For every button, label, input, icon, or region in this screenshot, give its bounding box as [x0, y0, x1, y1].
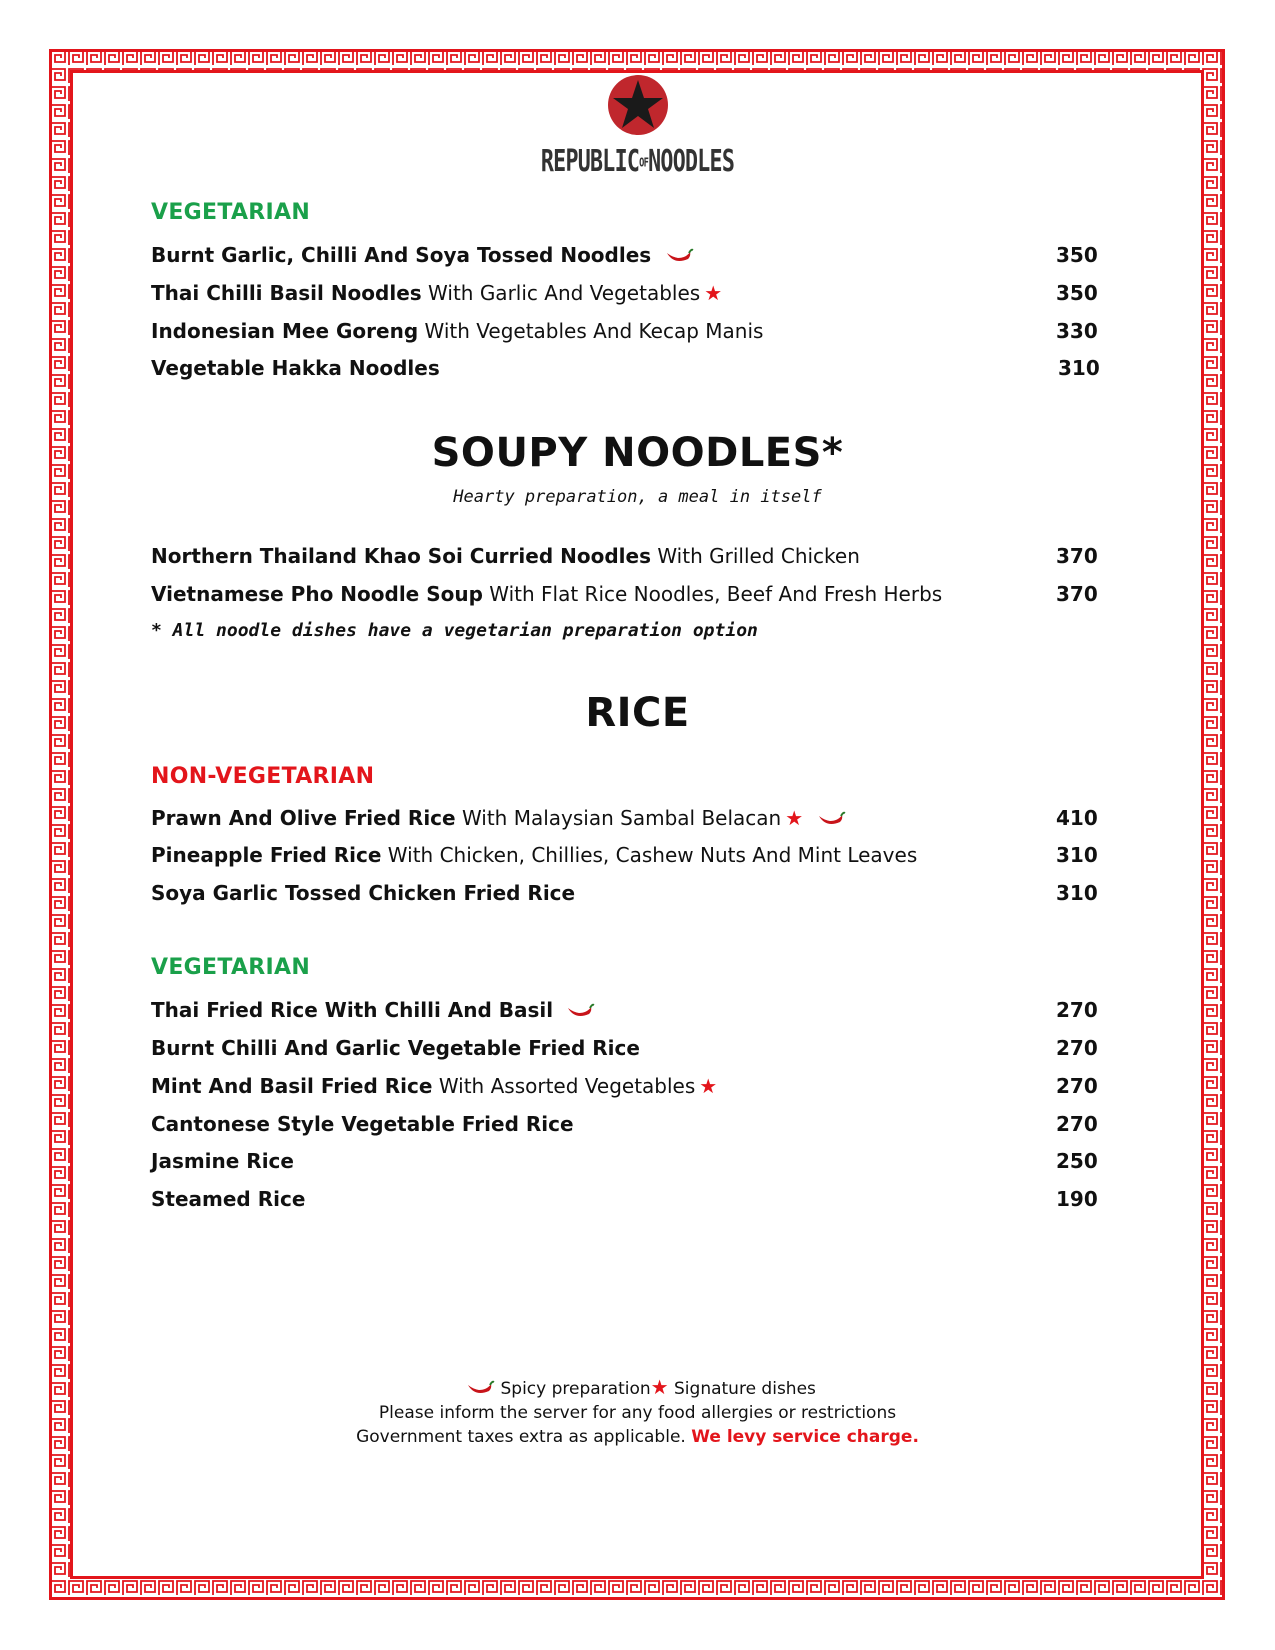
- menu-item: Northern Thailand Khao Soi Curried Noodles With Grilled Chicken 370: [151, 544, 1098, 568]
- signature-star-icon: ★: [785, 806, 804, 830]
- signature-star-icon: ★: [699, 1074, 718, 1098]
- section-heading-soupy-noodles: SOUPY NOODLES*: [431, 430, 844, 476]
- signature-star-icon: ★: [650, 1375, 669, 1399]
- brand-name: REPUBLICOFNOODLES: [540, 144, 735, 179]
- vegetarian-option-note: * All noodle dishes have a vegetarian preparation option: [151, 620, 758, 641]
- service-charge-note: We levy service charge.: [691, 1427, 919, 1447]
- menu-item: Cantonese Style Vegetable Fried Rice 270: [151, 1112, 1098, 1136]
- section-label-non-vegetarian: NON-VEGETARIAN: [151, 764, 375, 789]
- star-dragon-icon: [607, 74, 669, 136]
- menu-item: Burnt Chilli And Garlic Vegetable Fried Rice 270: [151, 1036, 1098, 1060]
- section-subtitle: Hearty preparation, a meal in itself: [453, 487, 822, 507]
- allergy-note: Please inform the server for any food allergies or restrictions: [378, 1403, 897, 1423]
- menu-item: Burnt Garlic, Chilli And Soya Tossed Noodles 350: [151, 243, 1098, 267]
- menu-item: Vietnamese Pho Noodle Soup With Flat Rice Noodles, Beef And Fresh Herbs 370: [151, 582, 1098, 606]
- menu-item: Indonesian Mee Goreng With Vegetables And Kecap Manis 330: [151, 319, 1098, 343]
- menu-item: Soya Garlic Tossed Chicken Fried Rice 310: [151, 881, 1098, 905]
- menu-item: Prawn And Olive Fried Rice With Malaysian Sambal Belacan ★ 410: [151, 806, 1098, 830]
- chilli-icon: [565, 1002, 595, 1022]
- legend-line: [50, 1375, 1225, 1401]
- menu-item: Vegetable Hakka Noodles 310: [151, 356, 1100, 380]
- section-heading-rice: RICE: [585, 690, 690, 736]
- menu-item: Thai Fried Rice With Chilli And Basil 270: [151, 998, 1098, 1022]
- section-label-vegetarian: VEGETARIAN: [151, 955, 311, 980]
- menu-legend: [50, 1375, 1225, 1449]
- section-label-vegetarian: VEGETARIAN: [151, 200, 311, 225]
- menu-item: Thai Chilli Basil Noodles With Garlic And Vegetables ★ 350: [151, 281, 1098, 305]
- menu-item: Jasmine Rice 250: [151, 1149, 1098, 1173]
- menu-item: Mint And Basil Fried Rice With Assorted Vegetables ★ 270: [151, 1074, 1098, 1098]
- chilli-icon: [465, 1379, 495, 1399]
- signature-star-icon: ★: [704, 281, 723, 305]
- chilli-icon: [664, 247, 694, 267]
- menu-page: [50, 50, 1225, 1600]
- brand-logo: [50, 74, 1225, 179]
- signature-legend-label: Signature dishes: [674, 1379, 816, 1399]
- spicy-legend-label: Spicy preparation: [500, 1379, 651, 1399]
- chilli-icon: [816, 810, 846, 830]
- menu-item: Steamed Rice 190: [151, 1187, 1098, 1211]
- tax-note: Government taxes extra as applicable. We levy service charge.: [356, 1427, 919, 1447]
- menu-item: Pineapple Fried Rice With Chicken, Chillies, Cashew Nuts And Mint Leaves 310: [151, 843, 1098, 867]
